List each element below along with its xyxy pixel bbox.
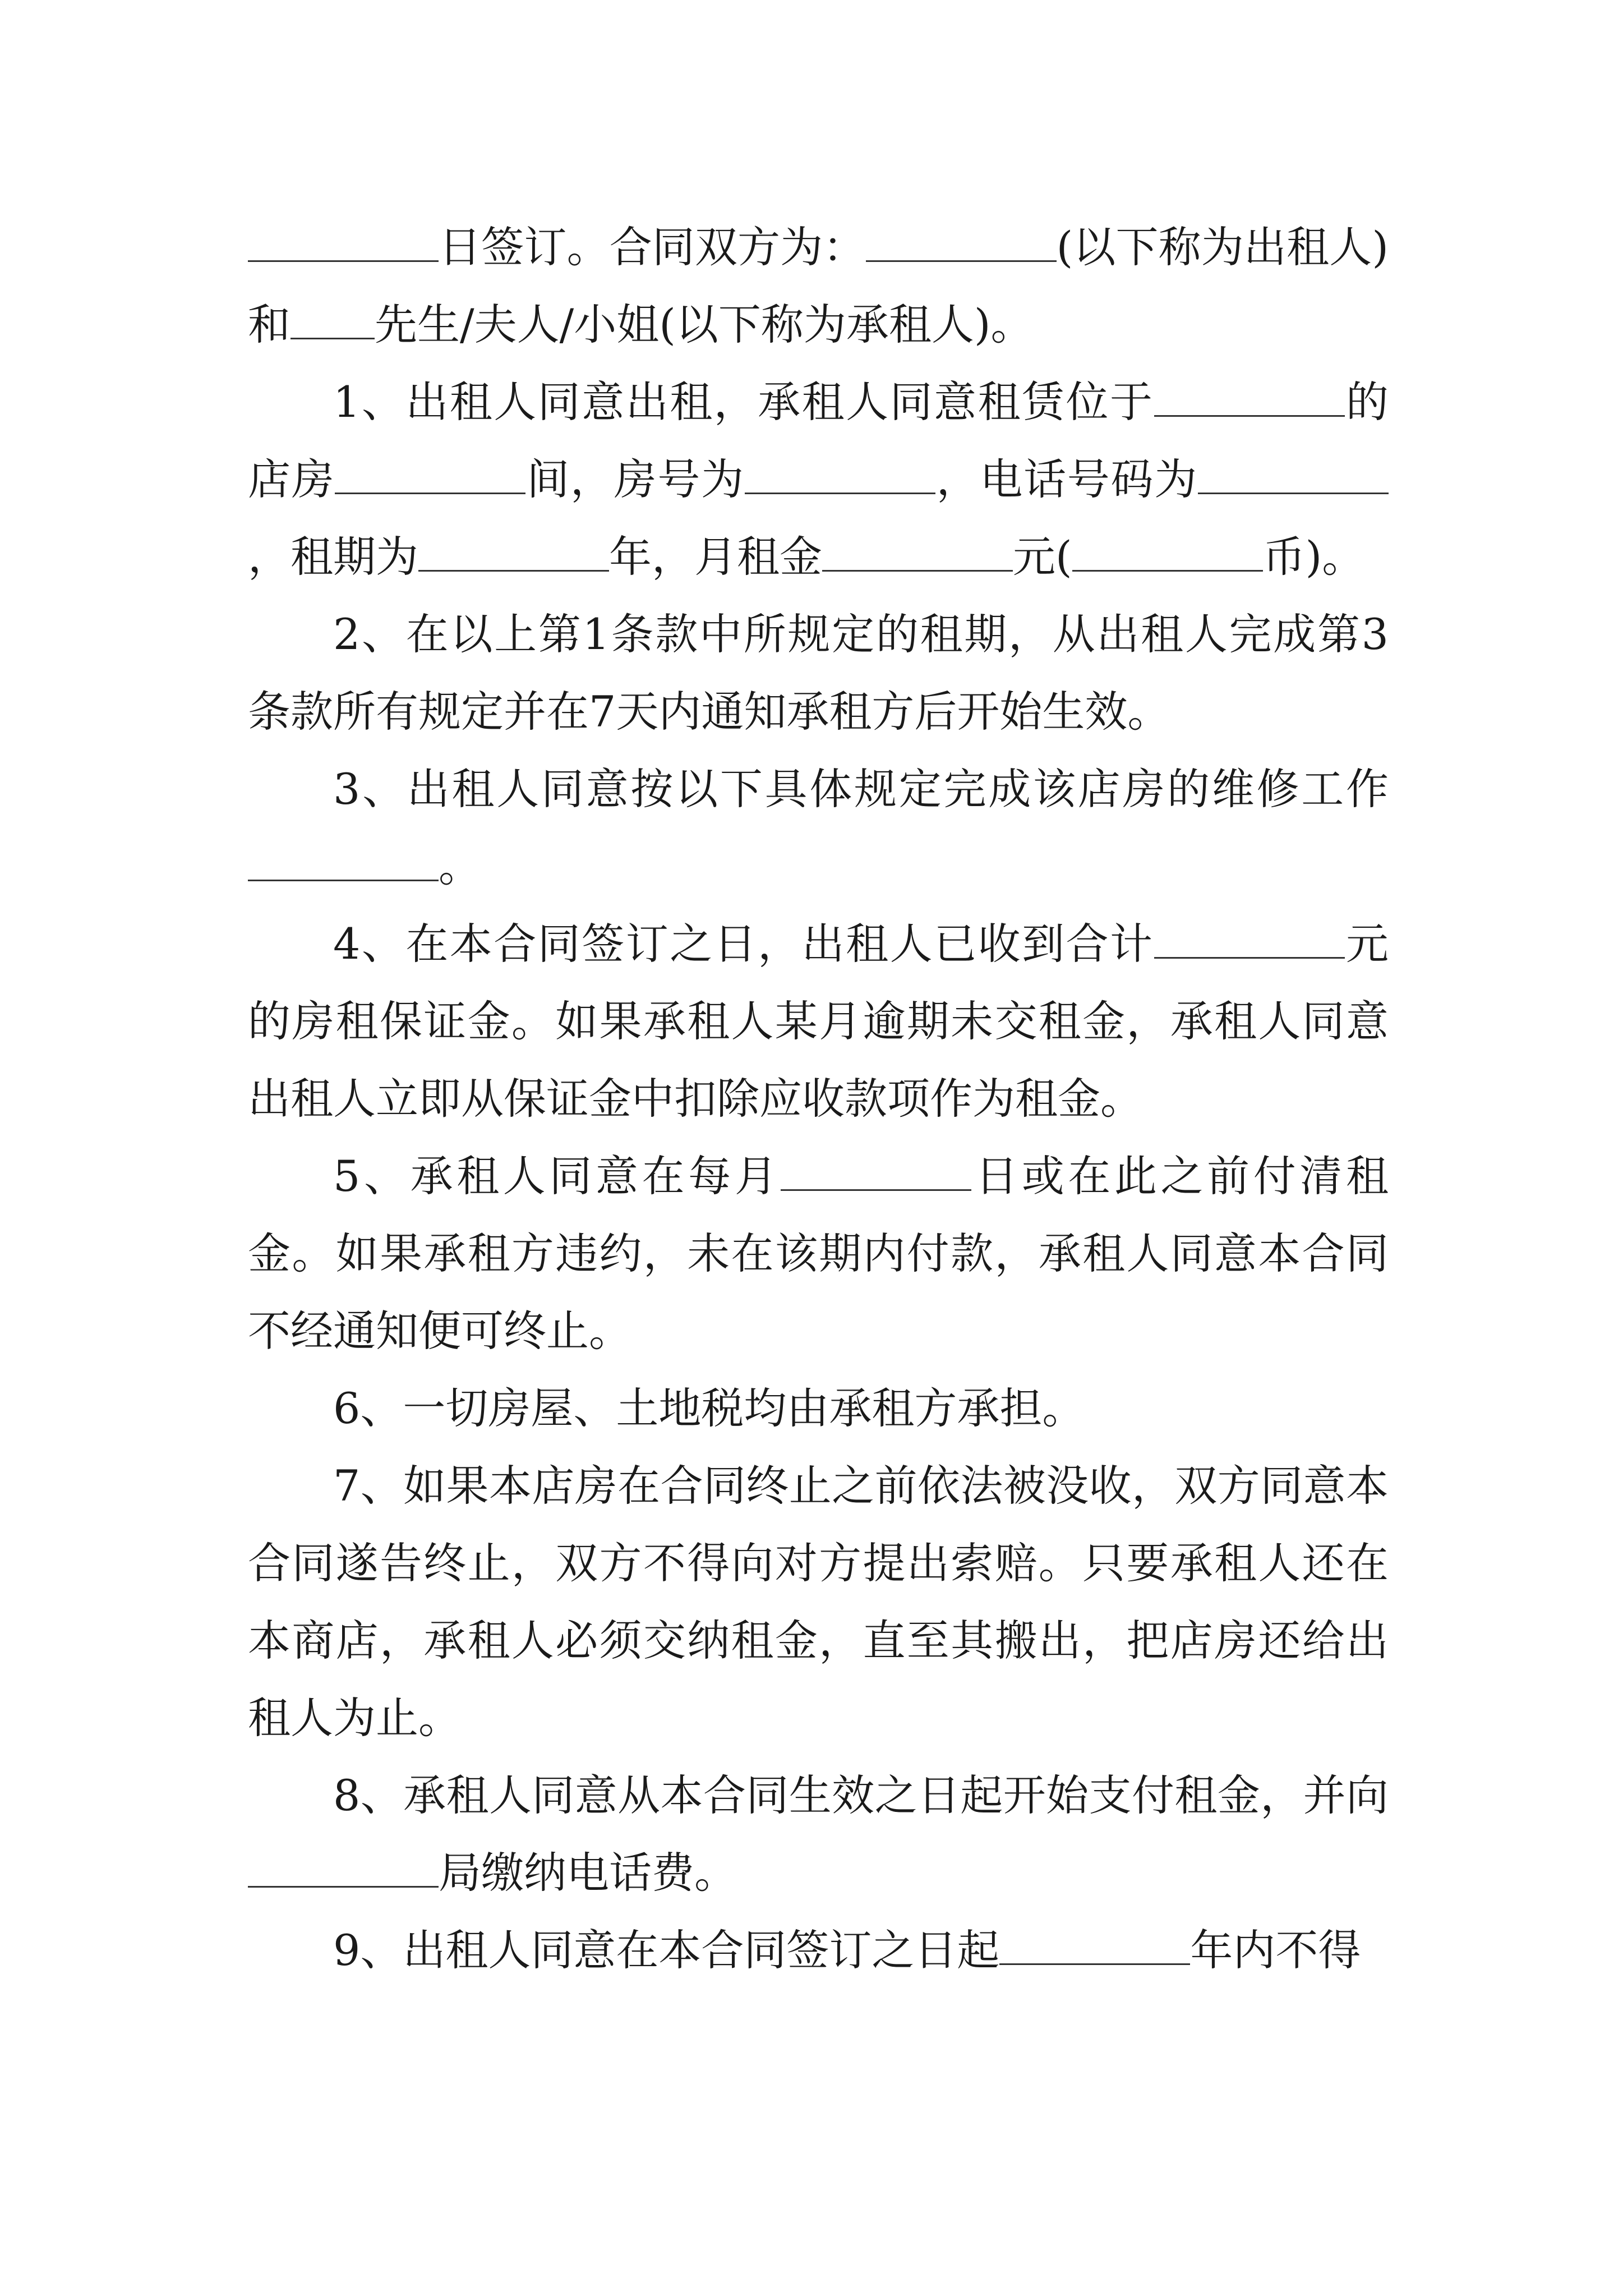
paragraph-text: ，租期为 <box>248 532 418 582</box>
fill-in-blank <box>822 530 1013 572</box>
fill-in-blank <box>248 839 439 881</box>
paragraph-text: 年内不得 <box>1190 1925 1361 1975</box>
paragraph-text: 4、在本合同签订之日，出租人已收到合计 <box>333 919 1154 969</box>
paragraph-text: 的店房 <box>248 377 1389 504</box>
contract-paragraph <box>248 1757 1389 1912</box>
fill-in-blank <box>999 1923 1190 1965</box>
fill-in-blank <box>1154 375 1345 417</box>
paragraph-text: 1、出租人同意出租，承租人同意租赁位于 <box>333 377 1154 427</box>
contract-paragraph <box>248 1138 1389 1370</box>
paragraph-text: 元的房租保证金。如果承租人某月逾期未交租金，承租人同意出租人立即从保证金中扣除应收款项作为租金。 <box>248 919 1389 1124</box>
paragraph-text: 元( <box>1013 532 1072 582</box>
paragraph-text: (以下称为出租人)和 <box>248 222 1389 349</box>
fill-in-blank <box>866 220 1057 262</box>
paragraph-text: 3、出租人同意按以下具体规定完成该店房的维修工作 <box>333 764 1389 814</box>
paragraph-text: 年，月租金 <box>609 532 822 582</box>
contract-paragraph <box>248 209 1389 364</box>
paragraph-text: 8、承租人同意从本合同生效之日起开始支付租金，并向 <box>333 1770 1389 1820</box>
paragraph-text: 。 <box>439 841 481 891</box>
fill-in-blank <box>248 1846 439 1888</box>
paragraph-text: 局缴纳电话费。 <box>439 1848 737 1898</box>
contract-paragraph <box>248 1912 1389 1989</box>
paragraph-text: 日签订。合同双方为： <box>439 222 866 272</box>
paragraph-text: ，电话号码为 <box>935 454 1198 504</box>
contract-paragraph <box>248 905 1389 1138</box>
contract-paragraph <box>248 364 1389 596</box>
paragraph-text: 币)。 <box>1262 532 1365 582</box>
contract-paragraph <box>248 751 1389 905</box>
paragraph-text: 7、如果本店房在合同终止之前依法被没收，双方同意本合同遂告终止，双方不得向对方提出索赔。只要承租人还在本商店，承租人必须交纳租金，直至其搬出，把店房还给出租人为止。 <box>248 1461 1389 1743</box>
paragraph-text: 先生/夫人/小姐(以下称为承租人)。 <box>375 300 1034 349</box>
paragraph-text: 9、出租人同意在本合同签订之日起 <box>333 1925 1000 1975</box>
fill-in-blank <box>418 530 609 572</box>
paragraph-text: 6、一切房屋、土地税均由承租方承担。 <box>333 1383 1085 1433</box>
paragraph-text: 日或在此之前付清租金。如果承租方违约，未在该期内付款，承租人同意本合同不经通知便可终止。 <box>248 1151 1389 1356</box>
fill-in-blank <box>781 1149 971 1191</box>
fill-in-blank <box>1154 917 1345 959</box>
fill-in-blank <box>291 297 375 339</box>
paragraph-text: 5、承租人同意在每月 <box>333 1151 781 1201</box>
contract-paragraph <box>248 596 1389 751</box>
contract-page <box>248 209 1389 1989</box>
fill-in-blank <box>1072 530 1263 572</box>
contract-paragraph <box>248 1370 1389 1447</box>
fill-in-blank <box>248 220 439 262</box>
fill-in-blank <box>335 452 525 494</box>
fill-in-blank <box>745 452 935 494</box>
fill-in-blank <box>1198 452 1389 494</box>
paragraph-text: 间，房号为 <box>525 454 745 504</box>
paragraph-text: 2、在以上第1条款中所规定的租期，从出租人完成第3条款所有规定并在7天内通知承租方后开始生效。 <box>248 609 1389 737</box>
contract-paragraph <box>248 1447 1389 1757</box>
